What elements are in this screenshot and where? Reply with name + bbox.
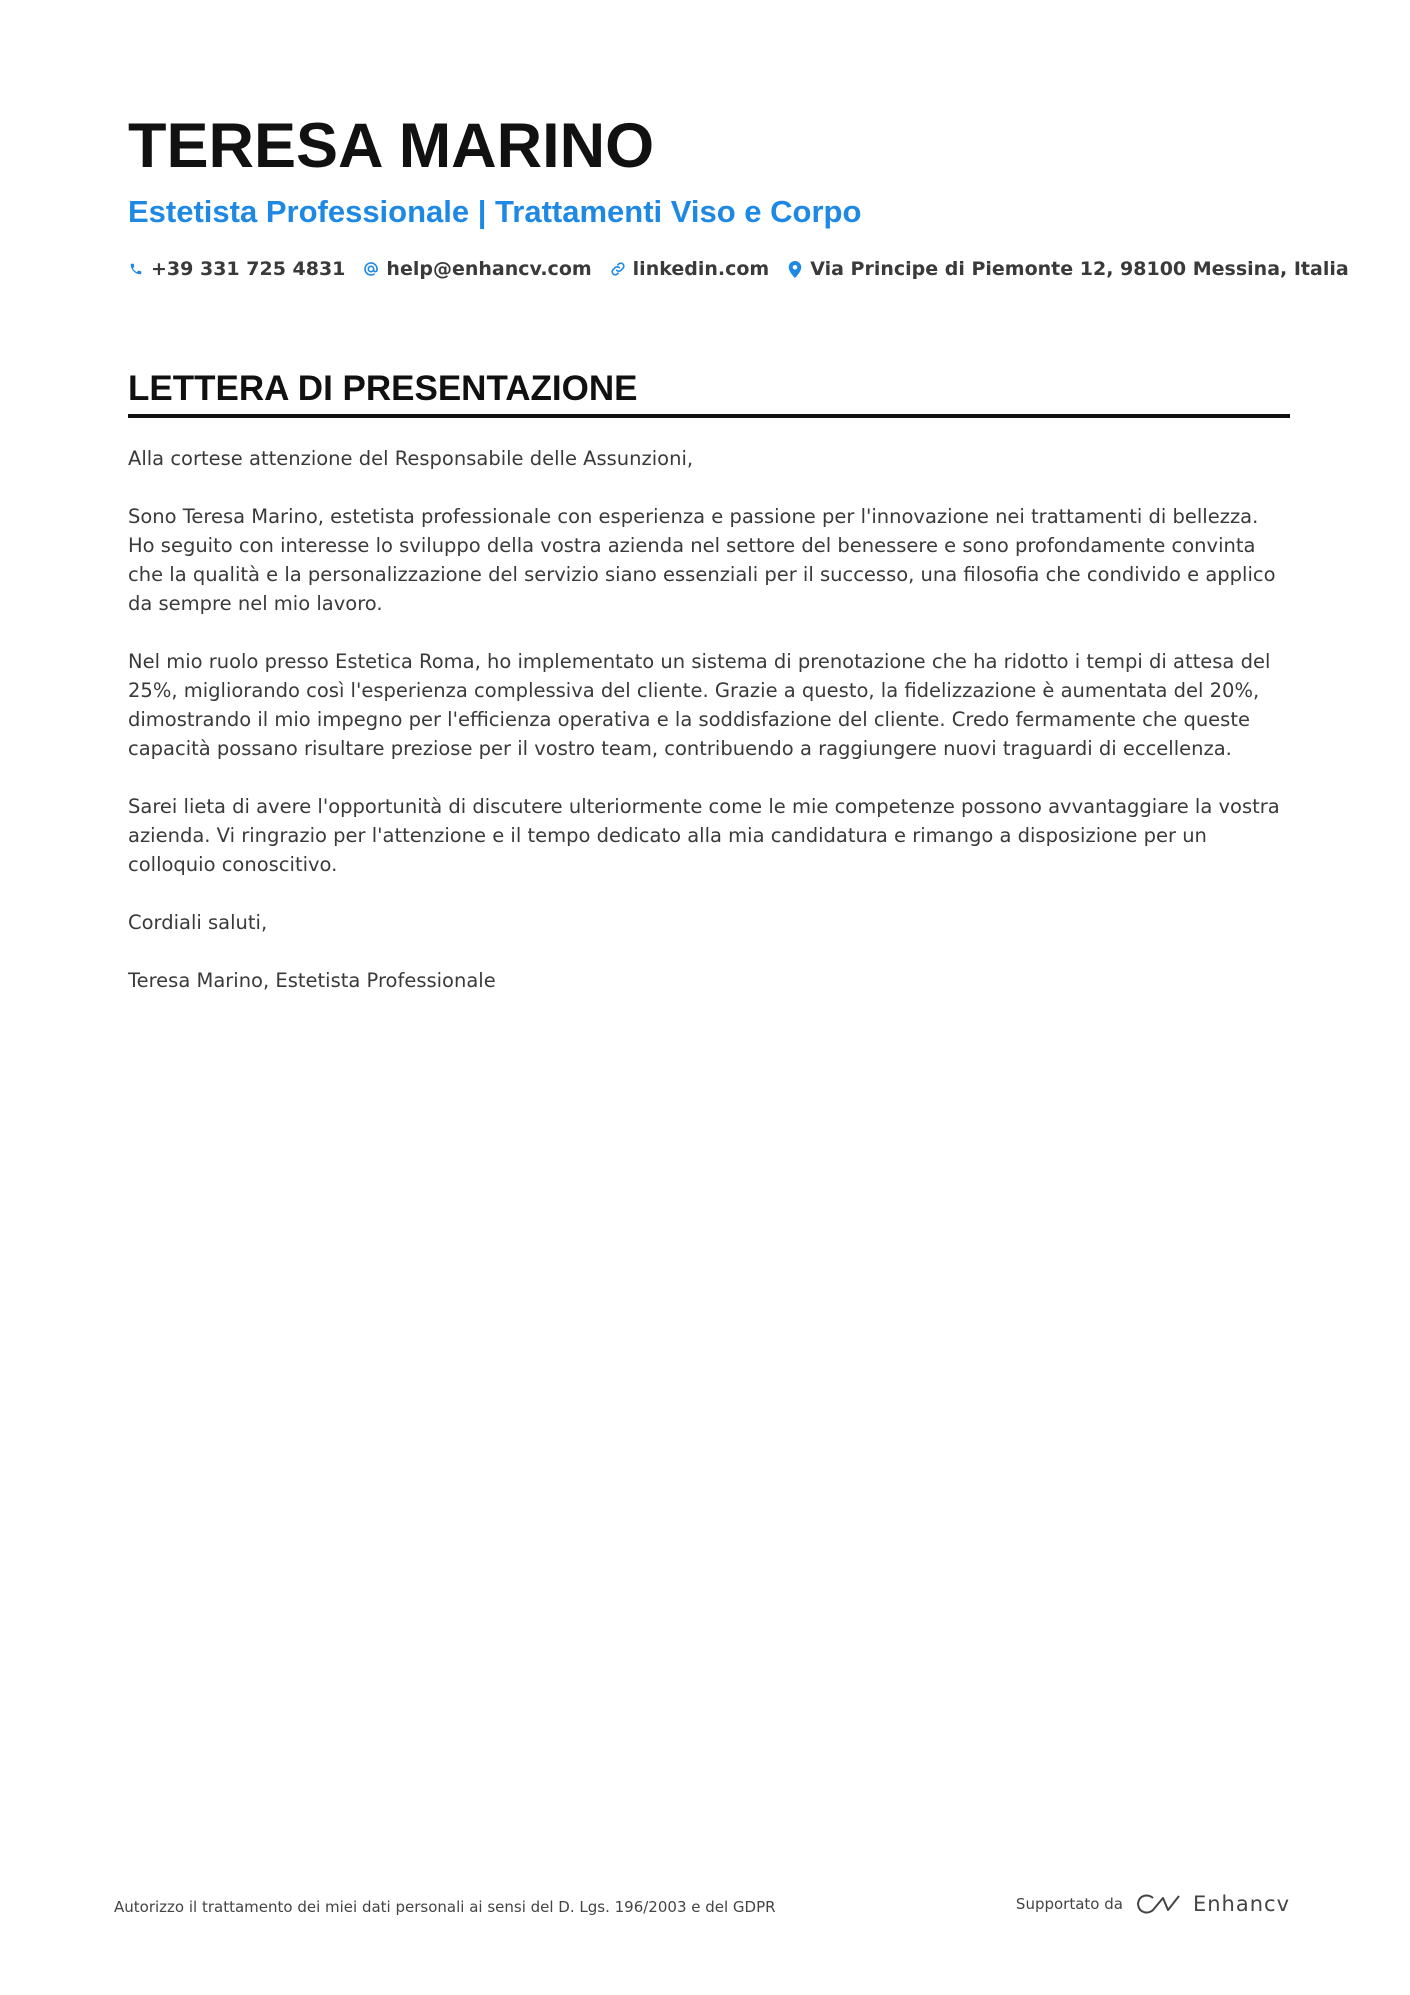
contact-link[interactable] — [610, 258, 770, 280]
candidate-name: TERESA MARINO — [128, 111, 655, 181]
letter-body — [128, 444, 1290, 995]
letter-paragraph: Sono Teresa Marino, estetista professionale con esperienza e passione per l'innovazione nei trattamenti di bellezza. Ho seguito con interesse lo sviluppo della vostra azienda nel settore del benessere e sono profondamente convinta che la qualità e la personalizzazione del servizio siano essenziali per il successo, una filosofia che condivido e applico da sempre nel mio lavoro. — [128, 505, 1276, 615]
powered-by-label: Supportato da — [1015, 1895, 1123, 1913]
location-pin-icon — [787, 260, 803, 278]
enhancv-brand: Enhancv — [1192, 1892, 1290, 1916]
section-title: LETTERA DI PRESENTAZIONE — [128, 368, 1290, 418]
phone-icon — [128, 260, 144, 278]
enhancv-logo-icon — [1135, 1892, 1181, 1916]
letter-closing: Cordiali saluti, — [128, 911, 268, 934]
candidate-title: Estetista Professionale | Trattamenti Viso e Corpo — [128, 194, 862, 229]
letter-signature: Teresa Marino, Estetista Professionale — [128, 969, 496, 992]
contact-phone — [128, 258, 345, 280]
footer — [114, 1892, 1290, 1922]
cover-letter-section — [128, 368, 1290, 1024]
letter-greeting: Alla cortese attenzione del Responsabile delle Assunzioni, — [128, 447, 694, 470]
header — [128, 108, 1349, 280]
address-text: Via Principe di Piemonte 12, 98100 Messina, Italia — [810, 258, 1349, 280]
contact-address — [787, 258, 1348, 280]
letter-paragraph: Nel mio ruolo presso Estetica Roma, ho implementato un sistema di prenotazione che ha ridotto i tempi di attesa del 25%, migliorando così l'esperienza complessiva del cliente. Grazie a questo, la fidelizzazione è aumentata del 20%, dimostrando il mio impegno per l'efficienza operativa e la soddisfazione del cliente. Credo fermamente che queste capacità possano risultare preziose per il vostro team, contribuendo a raggiungere nuovi traguardi di eccellenza. — [128, 650, 1271, 760]
contact-bar — [128, 258, 1349, 280]
contact-email[interactable] — [363, 258, 591, 280]
privacy-consent: Autorizzo il trattamento dei miei dati personali ai sensi del D. Lgs. 196/2003 e del GDPR — [114, 1898, 776, 1916]
phone-text: +39 331 725 4831 — [151, 258, 346, 280]
link-icon — [610, 260, 626, 278]
at-icon — [363, 260, 379, 278]
link-text: linkedin.com — [632, 258, 770, 280]
letter-paragraph: Sarei lieta di avere l'opportunità di discutere ulteriormente come le mie competenze possono avvantaggiare la vostra azienda. Vi ringrazio per l'attenzione e il tempo dedicato alla mia candidatura e rimango a disposizione per un colloquio conoscitivo. — [128, 795, 1280, 876]
powered-by[interactable] — [1016, 1892, 1290, 1916]
email-text: help@enhancv.com — [386, 258, 592, 280]
